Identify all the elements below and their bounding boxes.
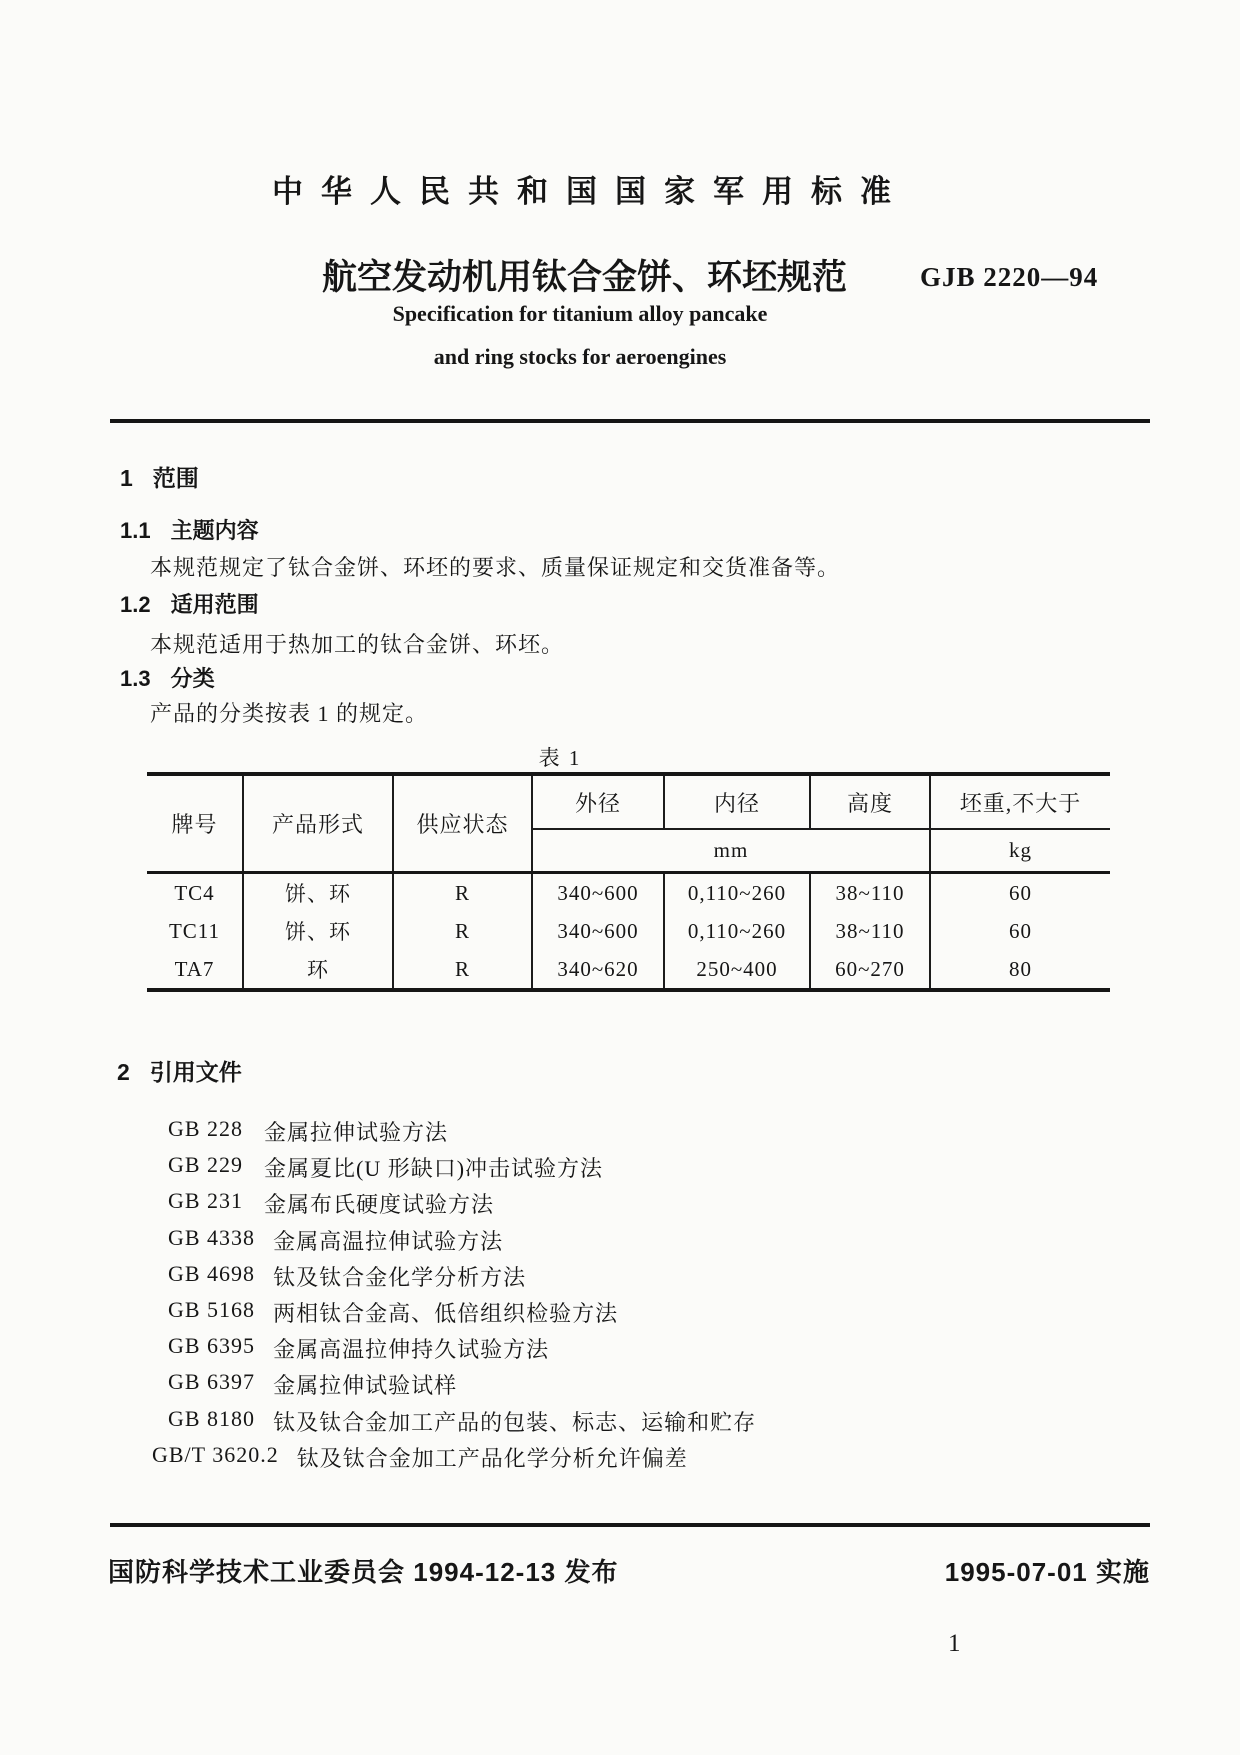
section-title: 引用文件 xyxy=(149,1059,242,1085)
reference-title: 钛及钛合金加工产品的包装、标志、运输和贮存 xyxy=(273,1409,757,1435)
classification-table xyxy=(147,776,1110,988)
unit-mm: mm xyxy=(532,829,930,873)
section-1-heading xyxy=(120,460,199,493)
section-number: 1.2 xyxy=(120,592,151,617)
unit-kg: kg xyxy=(930,829,1110,873)
reference-code: GB/T 3620.2 xyxy=(152,1441,279,1467)
list-item xyxy=(168,1261,756,1297)
section-number: 1 xyxy=(120,465,133,491)
reference-code: GB 229 xyxy=(168,1152,244,1178)
implementation-statement xyxy=(945,1552,1150,1589)
cell-grade: TC4 xyxy=(147,873,243,913)
section-title: 主题内容 xyxy=(170,518,259,543)
section-number: 1.3 xyxy=(120,666,151,691)
document-title-en-line1: Specification for titanium alloy pancake xyxy=(392,301,768,326)
cell-grade: TA7 xyxy=(147,950,243,988)
col-header-grade: 牌号 xyxy=(147,776,243,873)
reference-code: GB 228 xyxy=(168,1116,244,1141)
col-header-weight: 坯重,不大于 xyxy=(930,776,1110,829)
cell-state: R xyxy=(393,873,532,913)
reference-code: GB 4338 xyxy=(168,1224,256,1250)
footer-rule xyxy=(110,1523,1150,1527)
section-title: 适用范围 xyxy=(170,592,259,617)
section-1-3-text: 产品的分类按表 1 的规定。 xyxy=(150,701,429,726)
reference-title: 金属拉伸试验试样 xyxy=(273,1373,458,1399)
list-item xyxy=(168,1225,756,1261)
section-2-heading xyxy=(117,1054,242,1087)
col-header-inner-diameter: 内径 xyxy=(664,776,810,829)
cell-form: 饼、环 xyxy=(243,912,393,950)
issue-word: 发布 xyxy=(564,1557,619,1587)
issuing-body: 国防科学技术工业委员会 xyxy=(108,1557,406,1587)
section-1-2-text: 本规范适用于热加工的钛合金饼、环坯。 xyxy=(150,632,565,657)
standard-number: GJB 2220—94 xyxy=(920,262,1099,292)
table-row xyxy=(147,912,1110,950)
document-title-cn: 航空发动机用钛合金饼、环坯规范 xyxy=(322,258,848,297)
implementation-date: 1995-07-01 xyxy=(944,1557,1088,1587)
reference-title: 钛及钛合金化学分析方法 xyxy=(273,1264,527,1290)
reference-title: 金属拉伸试验方法 xyxy=(264,1120,449,1145)
reference-code: GB 231 xyxy=(168,1188,244,1214)
section-number: 2 xyxy=(117,1059,130,1085)
col-header-outer-diameter: 外径 xyxy=(532,776,664,829)
table1 xyxy=(147,772,1110,992)
cell-state: R xyxy=(393,950,532,988)
list-item xyxy=(168,1406,756,1442)
section-1-1-heading xyxy=(120,514,259,545)
section-1-1-text: 本规范规定了钛合金饼、环坯的要求、质量保证规定和交货准备等。 xyxy=(150,555,841,580)
cell-weight: 60 xyxy=(1009,918,1032,943)
cell-id: 0,110~260 xyxy=(664,912,810,950)
reference-code: GB 6397 xyxy=(168,1369,256,1395)
reference-title: 两相钛合金高、低倍组织检验方法 xyxy=(273,1300,619,1326)
section-title: 范围 xyxy=(152,465,199,491)
cell-form: 饼、环 xyxy=(243,873,393,913)
list-item xyxy=(168,1297,756,1333)
section-number: 1.1 xyxy=(120,518,151,543)
reference-title: 钛及钛合金加工产品化学分析允许偏差 xyxy=(296,1445,688,1471)
reference-title: 金属高温拉伸试验方法 xyxy=(273,1228,504,1254)
col-header-form: 产品形式 xyxy=(243,776,393,873)
cell-id: 0,110~260 xyxy=(664,873,810,913)
reference-title: 金属夏比(U 形缺口)冲击试验方法 xyxy=(264,1156,604,1182)
reference-code: GB 8180 xyxy=(168,1405,256,1431)
table-row xyxy=(147,873,1110,913)
reference-code: GB 6395 xyxy=(168,1333,256,1359)
cell-weight: 80 xyxy=(1009,956,1032,981)
cell-grade: TC11 xyxy=(147,912,243,950)
referenced-documents-list xyxy=(152,1116,757,1478)
list-item xyxy=(168,1333,756,1369)
cell-height: 60~270 xyxy=(810,950,930,988)
list-item xyxy=(152,1442,756,1478)
cell-od: 340~620 xyxy=(532,950,664,988)
issue-date: 1994-12-13 xyxy=(413,1557,557,1587)
reference-code: GB 5168 xyxy=(168,1296,256,1322)
col-header-state: 供应状态 xyxy=(393,776,532,873)
section-title: 分类 xyxy=(170,666,215,691)
cell-height: 38~110 xyxy=(810,912,930,950)
list-item xyxy=(168,1152,756,1188)
issue-statement xyxy=(108,1552,619,1589)
table1-caption: 表 1 xyxy=(538,746,582,770)
cell-od: 340~600 xyxy=(532,912,664,950)
cell-state: R xyxy=(393,912,532,950)
list-item xyxy=(168,1369,756,1405)
section-1-2-heading xyxy=(120,588,259,619)
list-item xyxy=(168,1188,756,1224)
reference-title: 金属高温拉伸持久试验方法 xyxy=(273,1337,550,1363)
cell-id: 250~400 xyxy=(664,950,810,988)
standard-type-heading: 中华人民共和国国家军用标准 xyxy=(272,174,909,209)
cell-height: 38~110 xyxy=(810,873,930,913)
list-item xyxy=(168,1116,756,1152)
col-header-height: 高度 xyxy=(810,776,930,829)
page-number: 1 xyxy=(948,1630,961,1657)
cell-weight: 60 xyxy=(1009,880,1032,905)
cell-od: 340~600 xyxy=(532,873,664,913)
reference-title: 金属布氏硬度试验方法 xyxy=(264,1192,495,1218)
cell-form: 环 xyxy=(243,950,393,988)
table-header-row-1 xyxy=(147,776,1110,829)
implementation-word: 实施 xyxy=(1095,1557,1150,1587)
document-title-en-line2: and ring stocks for aeroengines xyxy=(433,344,727,369)
reference-code: GB 4698 xyxy=(168,1260,256,1286)
table-row xyxy=(147,950,1110,988)
section-1-3-heading xyxy=(120,662,215,693)
header-rule xyxy=(110,419,1150,423)
